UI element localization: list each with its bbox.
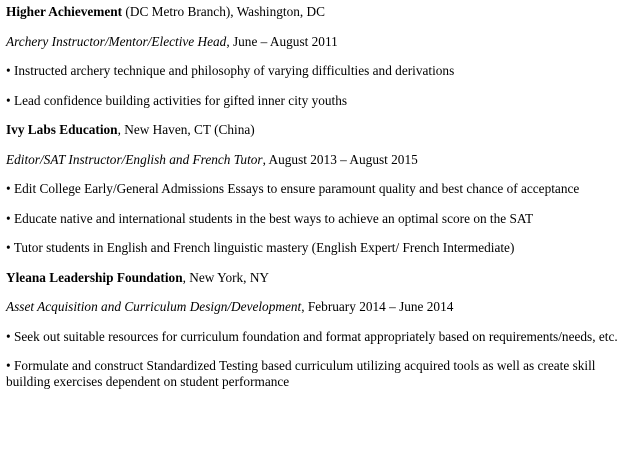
org-location: (DC Metro Branch), Washington, DC <box>122 4 326 19</box>
org-location: , New Haven, CT (China) <box>117 122 255 137</box>
job-dates: , June – August 2011 <box>226 33 338 49</box>
job-title: Asset Acquisition and Curriculum Design/Development <box>6 299 302 314</box>
job-title: Editor/SAT Instructor/English and French Tutor <box>6 151 263 167</box>
org-name: Higher Achievement <box>6 4 123 19</box>
job-org-line <box>6 4 628 20</box>
bullet-item: • Formulate and construct Standardized Testing based curriculum utilizing acquired tools as well as create skill building exercises dependent on student performance <box>6 358 596 389</box>
job-entry <box>6 4 628 109</box>
job-role-line <box>6 299 628 315</box>
bullet-item: • Tutor students in English and French linguistic mastery (English Expert/ French Intermediate) <box>6 240 515 255</box>
job-entry <box>6 122 628 256</box>
job-role-line <box>6 34 628 50</box>
org-name: Yleana Leadership Foundation <box>6 269 183 285</box>
job-org-line <box>6 122 628 138</box>
job-role-line <box>6 152 628 168</box>
resume-experience-section <box>6 4 628 404</box>
job-entry <box>6 270 628 391</box>
bullet-item: • Lead confidence building activities for gifted inner city youths <box>6 92 348 108</box>
job-dates: , August 2013 – August 2015 <box>262 151 418 167</box>
org-location: , New York, NY <box>182 269 270 285</box>
job-dates: , February 2014 – June 2014 <box>301 299 454 314</box>
bullet-item: • Instructed archery technique and philosophy of varying difficulties and derivations <box>6 63 455 78</box>
job-title: Archery Instructor/Mentor/Elective Head <box>6 33 227 49</box>
org-name: Ivy Labs Education <box>6 122 118 137</box>
bullet-item: • Seek out suitable resources for curriculum foundation and format appropriately based on requirements/needs, etc. <box>6 328 618 344</box>
bullet-item: • Edit College Early/General Admissions Essays to ensure paramount quality and best chance of acceptance <box>6 181 580 196</box>
bullet-item: • Educate native and international students in the best ways to achieve an optimal score on the SAT <box>6 210 534 226</box>
job-org-line <box>6 270 628 286</box>
